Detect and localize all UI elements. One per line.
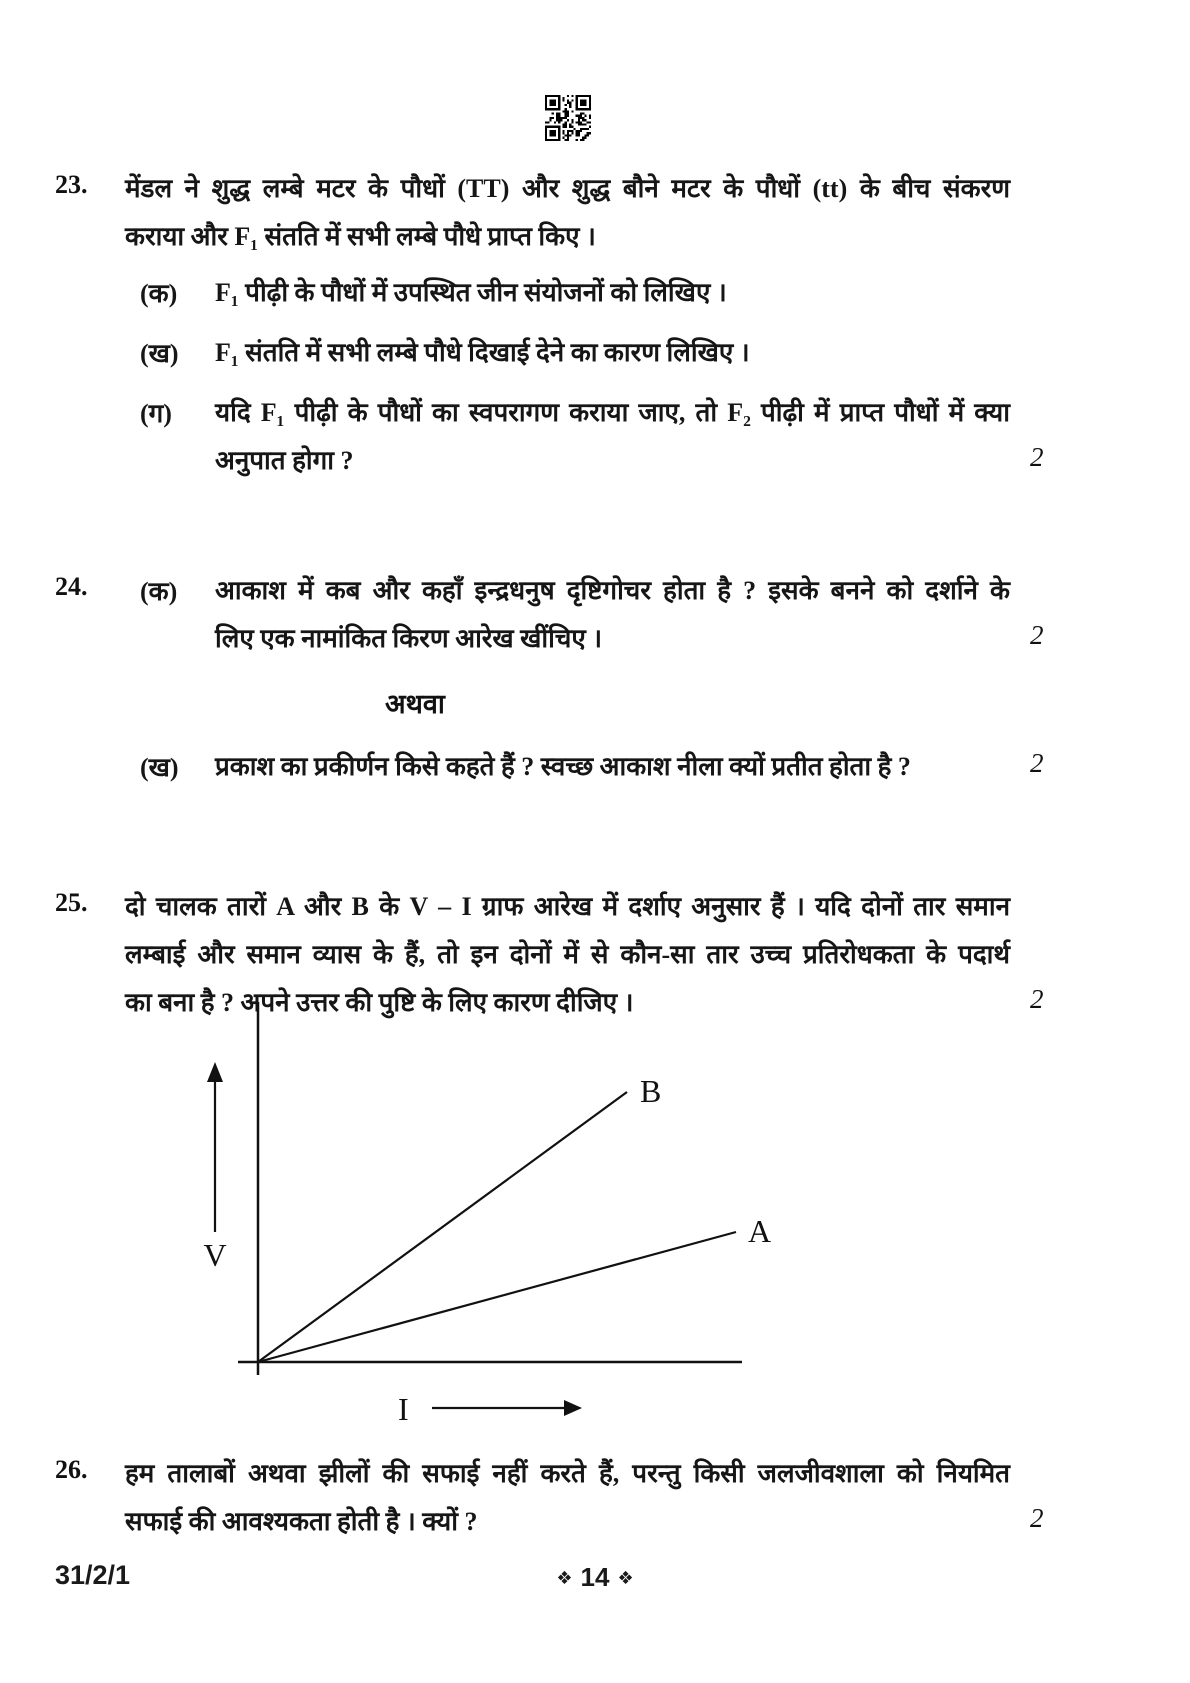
marks-badge: 2 [1030, 748, 1044, 778]
question-number: 23. [55, 170, 88, 199]
part-label: (ग) [140, 399, 172, 428]
part-text-line: यदि F₁ पीढ़ी के पौधों का स्वपरागण कराया जाए, तो F₂ पीढ़ी में प्राप्त पौधों में क्या [215, 398, 1010, 427]
qr-code [545, 94, 591, 142]
part-text-line: F₁ पीढ़ी के पौधों में उपस्थित जीन संयोजनों को लिखिए । [215, 278, 727, 307]
page-ornament-right-icon: ❖ [617, 1568, 634, 1588]
marks-badge: 2 [1030, 442, 1044, 472]
question-number: 26. [55, 1455, 88, 1484]
i-axis-label: I [398, 1391, 409, 1427]
question-text-line: कराया और F₁ संतति में सभी लम्बे पौधे प्राप्त किए । [125, 222, 596, 251]
part-label: (ख) [140, 753, 179, 782]
i-arrowhead-icon [564, 1400, 582, 1416]
question-text-line: हम तालाबों अथवा झीलों की सफाई नहीं करते हैं, परन्तु किसी जलजीवशाला को नियमित [125, 1459, 1010, 1488]
question-text-line: सफाई की आवश्यकता होती है । क्यों ? [125, 1507, 478, 1536]
question-text-line: का बना है ? अपने उत्तर की पुष्टि के लिए कारण दीजिए । [125, 988, 634, 1017]
part-text-line: F₁ संतति में सभी लम्बे पौधे दिखाई देने का कारण लिखिए । [215, 338, 750, 367]
part-text-line: अनुपात होगा ? [215, 446, 354, 475]
part-label: (क) [140, 279, 178, 308]
line-a-label: A [748, 1213, 772, 1249]
vi-graph [180, 1000, 820, 1440]
wire-a-line [258, 1232, 736, 1362]
question-text-line: दो चालक तारों A और B के V – I ग्राफ आरेख में दर्शाए अनुसार हैं । यदि दोनों तार समान [125, 892, 1010, 921]
question-number: 24. [55, 572, 88, 601]
question-number: 25. [55, 888, 88, 917]
line-b-label: B [640, 1073, 662, 1109]
or-separator: अथवा [385, 689, 445, 719]
question-text-line: लम्बाई और समान व्यास के हैं, तो इन दोनों में से कौन-सा तार उच्च प्रतिरोधकता के पदार्थ [125, 940, 1010, 969]
vi-graph-figure [180, 1000, 820, 1440]
part-label: (क) [140, 577, 178, 606]
marks-badge: 2 [1030, 984, 1044, 1014]
part-text-line: आकाश में कब और कहाँ इन्द्रधनुष दृष्टिगोचर होता है ? इसके बनने को दर्शाने के [215, 576, 1010, 605]
marks-badge: 2 [1030, 1503, 1044, 1533]
v-axis-label: V [203, 1237, 227, 1273]
part-text-line: प्रकाश का प्रकीर्णन किसे कहते हैं ? स्वच्छ आकाश नीला क्यों प्रतीत होता है ? [215, 752, 911, 781]
page-ornament-left-icon: ❖ [556, 1568, 573, 1588]
footer-page-number-row [0, 1562, 1190, 1593]
marks-badge: 2 [1030, 620, 1044, 650]
part-text-line: लिए एक नामांकित किरण आरेख खींचिए । [215, 624, 603, 653]
wire-b-line [258, 1092, 627, 1362]
footer-paper-code: 31/2/1 [55, 1560, 131, 1590]
question-text-line: मेंडल ने शुद्ध लम्बे मटर के पौधों (TT) और शुद्ध बौने मटर के पौधों (tt) के बीच संकरण [125, 174, 1010, 203]
v-arrowhead-icon [207, 1062, 223, 1082]
footer-page-number: 14 [580, 1562, 610, 1592]
part-label: (ख) [140, 339, 179, 368]
